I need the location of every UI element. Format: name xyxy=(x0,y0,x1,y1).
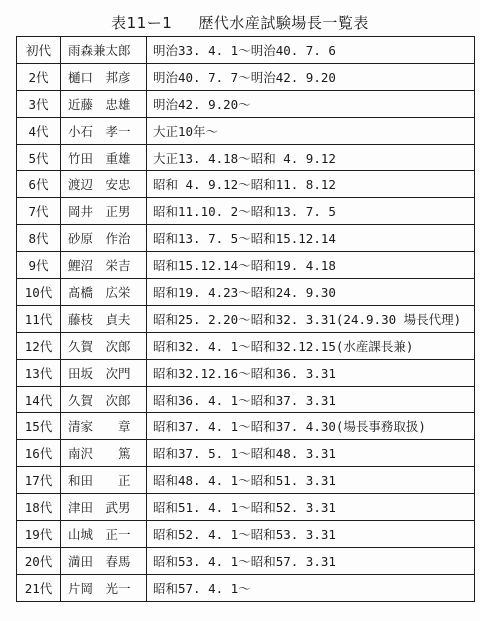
term-cell: 明治42. 9.20〜 xyxy=(147,90,475,117)
term-cell: 昭和15.12.14〜昭和19. 4.18 xyxy=(147,252,475,279)
generation-cell: 4代 xyxy=(17,117,61,144)
generation-cell: 2代 xyxy=(17,63,61,90)
generation-cell: 21代 xyxy=(17,574,61,601)
director-name-cell: 南沢 篤 xyxy=(61,440,147,467)
table-row xyxy=(17,467,475,494)
term-cell: 昭和13. 7. 5〜昭和15.12.14 xyxy=(147,225,475,252)
table-row xyxy=(17,117,475,144)
table-row xyxy=(17,494,475,521)
director-name-cell: 久賀 次郎 xyxy=(61,386,147,413)
generation-cell: 18代 xyxy=(17,494,61,521)
term-cell: 昭和 4. 9.12〜昭和11. 8.12 xyxy=(147,171,475,198)
generation-cell: 初代 xyxy=(17,37,61,64)
director-name-cell: 髙橋 広栄 xyxy=(61,279,147,306)
director-name-cell: 鯉沼 栄吉 xyxy=(61,252,147,279)
table-row xyxy=(17,413,475,440)
term-cell: 昭和57. 4. 1〜 xyxy=(147,574,475,601)
term-cell: 昭和37. 5. 1〜昭和48. 3.31 xyxy=(147,440,475,467)
term-cell: 大正10年〜 xyxy=(147,117,475,144)
table-title: 歴代水産試験場長一覧表 xyxy=(198,14,369,32)
director-name-cell: 近藤 忠雄 xyxy=(61,90,147,117)
generation-cell: 3代 xyxy=(17,90,61,117)
table-row xyxy=(17,547,475,574)
table-row xyxy=(17,359,475,386)
generation-cell: 6代 xyxy=(17,171,61,198)
table-row xyxy=(17,63,475,90)
table-row xyxy=(17,279,475,306)
table-row xyxy=(17,198,475,225)
generation-cell: 12代 xyxy=(17,332,61,359)
generation-cell: 15代 xyxy=(17,413,61,440)
table-row xyxy=(17,225,475,252)
director-name-cell: 樋口 邦彦 xyxy=(61,63,147,90)
director-name-cell: 津田 武男 xyxy=(61,494,147,521)
term-cell: 昭和36. 4. 1〜昭和37. 3.31 xyxy=(147,386,475,413)
term-cell: 昭和19. 4.23〜昭和24. 9.30 xyxy=(147,279,475,306)
table-caption xyxy=(0,12,480,33)
term-cell: 昭和37. 4. 1〜昭和37. 4.30(場長事務取扱) xyxy=(147,413,475,440)
director-name-cell: 岡井 正男 xyxy=(61,198,147,225)
generation-cell: 8代 xyxy=(17,225,61,252)
director-name-cell: 山城 正一 xyxy=(61,521,147,548)
director-name-cell: 小石 孝一 xyxy=(61,117,147,144)
generation-cell: 10代 xyxy=(17,279,61,306)
term-cell: 昭和32.12.16〜昭和36. 3.31 xyxy=(147,359,475,386)
director-name-cell: 片岡 光一 xyxy=(61,574,147,601)
table-row xyxy=(17,171,475,198)
table-row xyxy=(17,252,475,279)
director-name-cell: 田坂 次門 xyxy=(61,359,147,386)
generation-cell: 11代 xyxy=(17,305,61,332)
director-name-cell: 竹田 重雄 xyxy=(61,144,147,171)
table-row xyxy=(17,521,475,548)
term-cell: 大正13. 4.18〜昭和 4. 9.12 xyxy=(147,144,475,171)
table-row xyxy=(17,37,475,64)
director-name-cell: 和田 正 xyxy=(61,467,147,494)
table-row xyxy=(17,386,475,413)
director-name-cell: 清家 章 xyxy=(61,413,147,440)
generation-cell: 19代 xyxy=(17,521,61,548)
term-cell: 昭和53. 4. 1〜昭和57. 3.31 xyxy=(147,547,475,574)
term-cell: 昭和52. 4. 1〜昭和53. 3.31 xyxy=(147,521,475,548)
table-row xyxy=(17,305,475,332)
term-cell: 昭和48. 4. 1〜昭和51. 3.31 xyxy=(147,467,475,494)
table-row xyxy=(17,90,475,117)
generation-cell: 14代 xyxy=(17,386,61,413)
term-cell: 昭和11.10. 2〜昭和13. 7. 5 xyxy=(147,198,475,225)
term-cell: 明治33. 4. 1〜明治40. 7. 6 xyxy=(147,37,475,64)
generation-cell: 20代 xyxy=(17,547,61,574)
term-cell: 昭和25. 2.20〜昭和32. 3.31(24.9.30 場長代理) xyxy=(147,305,475,332)
generation-cell: 13代 xyxy=(17,359,61,386)
table-row xyxy=(17,144,475,171)
generation-cell: 17代 xyxy=(17,467,61,494)
generation-cell: 9代 xyxy=(17,252,61,279)
generation-cell: 5代 xyxy=(17,144,61,171)
generation-cell: 7代 xyxy=(17,198,61,225)
director-history-table xyxy=(16,36,475,602)
director-name-cell: 雨森兼太郎 xyxy=(61,37,147,64)
director-name-cell: 渡辺 安忠 xyxy=(61,171,147,198)
term-cell: 昭和32. 4. 1〜昭和32.12.15(水産課長兼) xyxy=(147,332,475,359)
director-name-cell: 満田 春馬 xyxy=(61,547,147,574)
table-row xyxy=(17,574,475,601)
director-name-cell: 久賀 次郎 xyxy=(61,332,147,359)
table-row xyxy=(17,440,475,467)
director-name-cell: 砂原 作治 xyxy=(61,225,147,252)
term-cell: 昭和51. 4. 1〜昭和52. 3.31 xyxy=(147,494,475,521)
director-name-cell: 藤枝 貞夫 xyxy=(61,305,147,332)
generation-cell: 16代 xyxy=(17,440,61,467)
table-row xyxy=(17,332,475,359)
table-number: 表11ー1 xyxy=(111,14,173,32)
term-cell: 明治40. 7. 7〜明治42. 9.20 xyxy=(147,63,475,90)
